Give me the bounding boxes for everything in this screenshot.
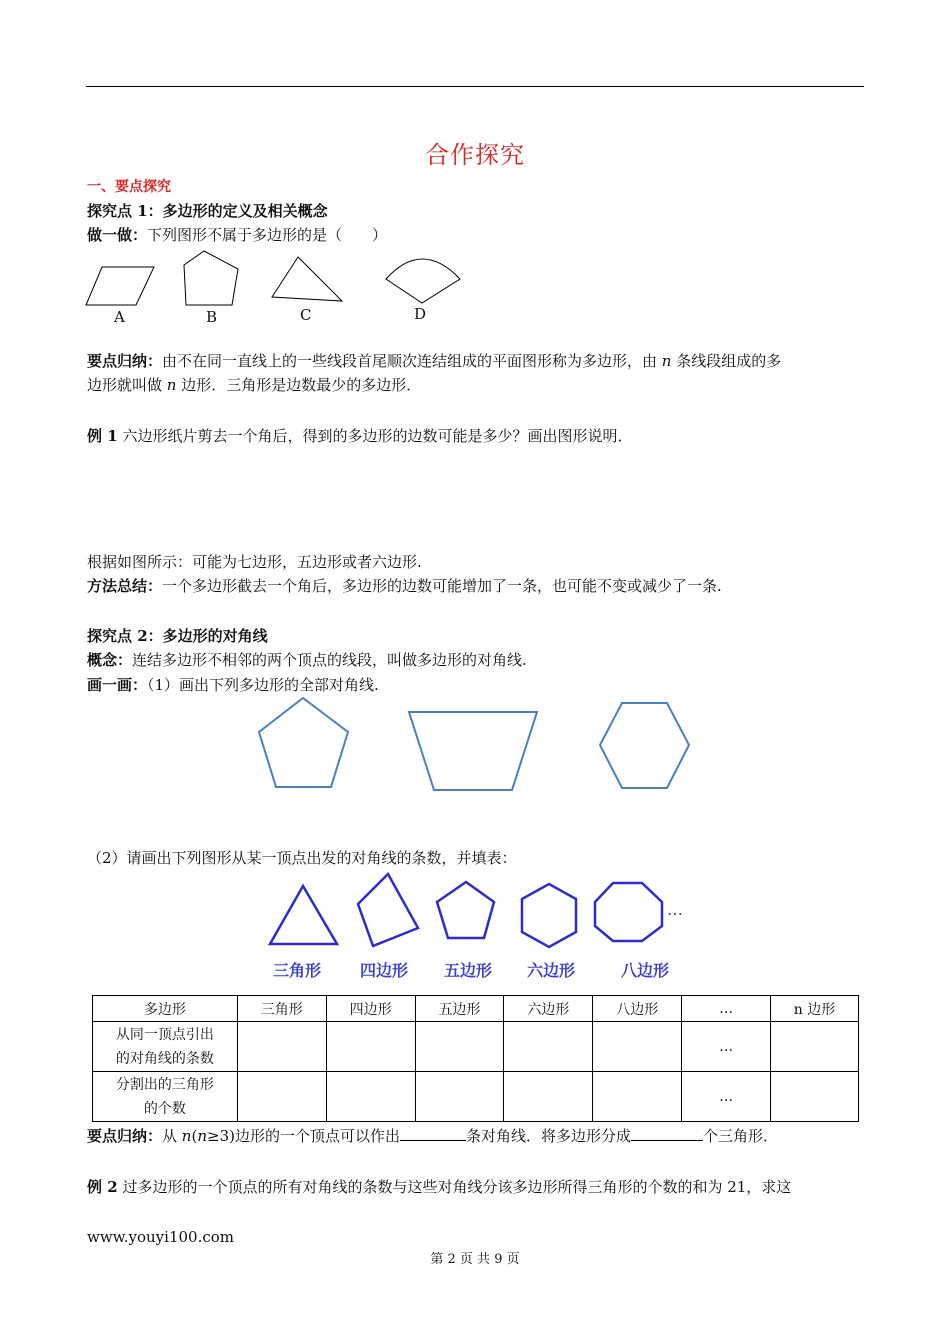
table-cell-ellipsis: … xyxy=(682,1022,771,1072)
concept-text: 连结多边形不相邻的两个顶点的线段，叫做多边形的对角线. xyxy=(132,651,527,669)
table-cell[interactable] xyxy=(593,1072,682,1122)
draw-text: （1）画出下列多边形的全部对角线. xyxy=(147,676,379,694)
method-text: 一个多边形截去一个角后，多边形的边数可能增加了一条，也可能不变或减少了一条. xyxy=(162,577,722,595)
draw-label: 画一画： xyxy=(87,676,148,694)
row2-label-line2: 的个数 xyxy=(143,1100,186,1117)
concept-label: 概念： xyxy=(87,651,133,669)
table-cell[interactable] xyxy=(593,1022,682,1072)
section-heading: 一、要点探究 xyxy=(87,179,171,195)
summary1-n2: n xyxy=(166,376,177,394)
option-c-label: C xyxy=(300,306,312,324)
summary2-cond: ≥3) xyxy=(207,1127,235,1145)
summary1-text-b: 条线段组成的多 xyxy=(671,352,782,370)
table-cell[interactable] xyxy=(771,1072,859,1122)
label-pentagon: 五边形 xyxy=(444,961,493,980)
example2-label: 例 2 xyxy=(87,1178,118,1196)
table-cell[interactable] xyxy=(415,1072,504,1122)
table-cell[interactable] xyxy=(237,1072,326,1122)
table-header: n 边形 xyxy=(771,996,859,1022)
option-d-label: D xyxy=(414,305,427,323)
shape-ellipsis: … xyxy=(667,900,683,919)
summary1-line1 xyxy=(87,349,781,373)
draw-polygons xyxy=(250,695,700,795)
option-c-triangle xyxy=(272,257,342,301)
table-header: … xyxy=(682,996,771,1022)
summary1-line2 xyxy=(87,373,421,397)
summary2-n2: n xyxy=(197,1127,207,1145)
table-cell[interactable] xyxy=(415,1022,504,1072)
option-a-parallelogram xyxy=(86,267,154,305)
method-label: 方法总结： xyxy=(87,577,163,595)
table-cell[interactable] xyxy=(237,1022,326,1072)
example2 xyxy=(87,1175,791,1199)
row1-label-line1: 从同一顶点引出 xyxy=(115,1026,214,1043)
option-d-sector xyxy=(386,259,460,303)
summary1-n: n xyxy=(661,352,672,370)
label-octagon: 八边形 xyxy=(621,961,670,980)
summary1-label: 要点归纳： xyxy=(87,352,163,370)
shape-row xyxy=(265,870,705,952)
quadrilateral-shape xyxy=(358,874,418,946)
concept-line xyxy=(87,648,527,672)
footer-page-number: 第 2 页 共 9 页 xyxy=(430,1252,520,1267)
hexagon-outline xyxy=(600,703,689,788)
header-rule xyxy=(86,86,864,87)
summary2-text-c: 条对角线．将多边形分成 xyxy=(465,1127,631,1145)
fill-table xyxy=(92,995,859,1122)
table-row xyxy=(93,1022,859,1072)
draw-line xyxy=(87,673,379,697)
answer1: 根据如图所示：可能为七边形，五边形或者六边形. xyxy=(87,553,422,571)
summary1-text-d: 边形．三角形是边数最少的多边形． xyxy=(176,376,422,394)
point1-heading: 探究点 1：多边形的定义及相关概念 xyxy=(87,202,328,220)
label-quadrilateral: 四边形 xyxy=(360,961,409,980)
table-header-row xyxy=(93,996,859,1022)
summary2-paren: ( xyxy=(191,1127,198,1145)
try-label: 做一做： xyxy=(87,226,148,244)
table-header: 六边形 xyxy=(504,996,593,1022)
octagon-shape xyxy=(595,883,662,941)
table-header: 四边形 xyxy=(326,996,415,1022)
summary1-text-a: 由不在同一直线上的一些线段首尾顺次连结组成的平面图形称为多边形，由 xyxy=(162,352,662,370)
table-cell[interactable] xyxy=(326,1072,415,1122)
row2-label-line1: 分割出的三角形 xyxy=(115,1076,214,1093)
footer-site[interactable]: www.youyi100.com xyxy=(87,1228,234,1246)
summary2-text-d: 个三角形． xyxy=(703,1127,779,1145)
example2-text: 过多边形的一个顶点的所有对角线的条数与这些对角线分该多边形所得三角形的个数的和为 21，求这 xyxy=(117,1178,792,1196)
table-header: 八边形 xyxy=(593,996,682,1022)
try-line xyxy=(87,223,387,247)
example1-text: 六边形纸片剪去一个角后，得到的多边形的边数可能是多少？画出图形说明． xyxy=(117,427,633,445)
table-cell-ellipsis: … xyxy=(682,1072,771,1122)
table-cell[interactable] xyxy=(504,1072,593,1122)
point2-heading: 探究点 2：多边形的对角线 xyxy=(87,627,268,645)
row1-label-line2: 的对角线的条数 xyxy=(115,1050,214,1067)
blank-triangles[interactable] xyxy=(631,1124,703,1141)
option-a-label: A xyxy=(114,308,125,326)
summary2-n: n xyxy=(181,1127,192,1145)
summary2-label: 要点归纳： xyxy=(87,1127,163,1145)
table-cell[interactable] xyxy=(326,1022,415,1072)
trapezoid-outline xyxy=(409,712,537,790)
blank-diagonals[interactable] xyxy=(400,1124,466,1141)
table-cell[interactable] xyxy=(504,1022,593,1072)
try-text: 下列图形不属于多边形的是（ ） xyxy=(147,226,388,244)
pentagon-outline xyxy=(259,698,348,787)
part2-text: （2）请画出下列图形从某一顶点出发的对角线的条数，并填表： xyxy=(87,849,517,867)
table-cell[interactable] xyxy=(771,1022,859,1072)
triangle-shape xyxy=(270,886,337,944)
pentagon-shape xyxy=(437,882,494,938)
table-header: 三角形 xyxy=(237,996,326,1022)
table-header: 多边形 xyxy=(93,996,238,1022)
label-hexagon: 六边形 xyxy=(527,961,576,980)
table-row xyxy=(93,1072,859,1122)
example1-label: 例 1 xyxy=(87,427,118,445)
summary2 xyxy=(87,1124,778,1148)
label-triangle: 三角形 xyxy=(273,961,322,980)
hexagon-shape xyxy=(522,884,576,947)
summary2-text-a: 从 xyxy=(162,1127,182,1145)
row2-label xyxy=(93,1072,238,1122)
summary2-text-b: 边形的一个顶点可以作出 xyxy=(234,1127,400,1145)
option-b-pentagon xyxy=(184,251,238,305)
table-header: 五边形 xyxy=(415,996,504,1022)
example1 xyxy=(87,424,632,448)
summary1-text-c: 边形就叫做 xyxy=(87,376,167,394)
row1-label xyxy=(93,1022,238,1072)
page-title: 合作探究 xyxy=(425,141,525,169)
method-summary xyxy=(87,574,722,598)
option-b-label: B xyxy=(206,308,218,326)
